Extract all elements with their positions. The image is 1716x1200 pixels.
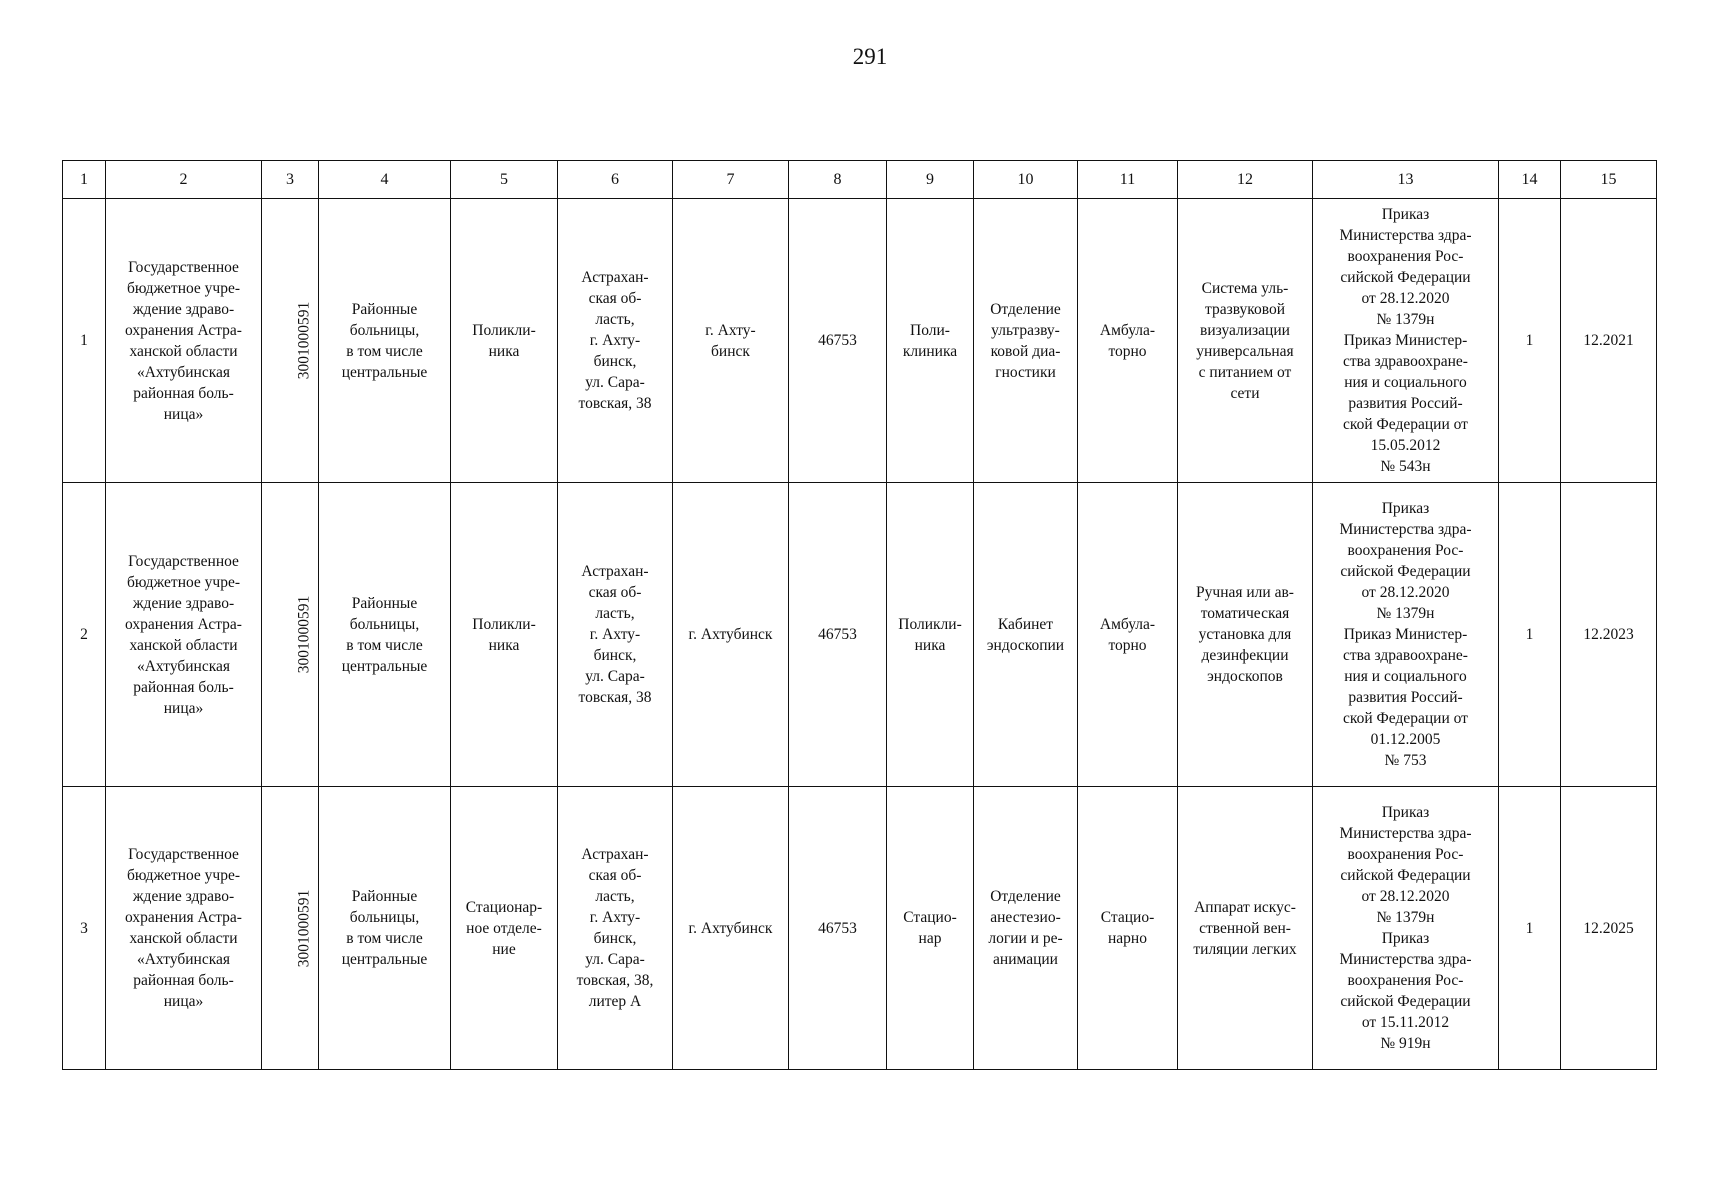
code-cell: 3001000591 — [262, 483, 319, 787]
table-row — [63, 199, 1657, 483]
row-number: 3 — [63, 787, 106, 1070]
order-cell: Приказ Министерства здра- воохранения Рос- сийской Федерации от 28.12.2020 № 1379н Приказ Министер- ства здравоохране- ния и социального развития Россий- ской Федерации от 01.12.2005 № 753 — [1313, 483, 1499, 787]
date-cell: 12.2023 — [1561, 483, 1657, 787]
table-header-row — [63, 161, 1657, 199]
column-header: 14 — [1499, 161, 1561, 199]
order-cell: Приказ Министерства здра- воохранения Рос- сийской Федерации от 28.12.2020 № 1379н Приказ Министерства здра- воохранения Рос- сийской Федерации от 15.11.2012 № 919н — [1313, 787, 1499, 1070]
care-form-cell: Стацио- нарно — [1078, 787, 1178, 1070]
code-cell: 3001000591 — [262, 199, 319, 483]
unit-type-cell: Поли- клиника — [887, 199, 974, 483]
column-header: 4 — [319, 161, 451, 199]
organization-cell: Государственное бюджетное учре- ждение здраво- охранения Астра- ханской области «Ахтубинская районная боль- ница» — [106, 787, 262, 1070]
city-cell: г. Ахтубинск — [673, 787, 789, 1070]
column-header: 10 — [974, 161, 1078, 199]
organization-cell: Государственное бюджетное учре- ждение здраво- охранения Астра- ханской области «Ахтубинская районная боль- ница» — [106, 483, 262, 787]
equipment-cell: Ручная или ав- томатическая установка для дезинфекции эндоскопов — [1178, 483, 1313, 787]
hospital-type-cell: Районные больницы, в том числе центральные — [319, 483, 451, 787]
quantity-cell: 1 — [1499, 483, 1561, 787]
code-cell: 3001000591 — [262, 787, 319, 1070]
date-cell: 12.2025 — [1561, 787, 1657, 1070]
column-header: 7 — [673, 161, 789, 199]
column-header: 15 — [1561, 161, 1657, 199]
equipment-cell: Аппарат искус- ственной вен- тиляции легких — [1178, 787, 1313, 1070]
care-form-cell: Амбула- торно — [1078, 199, 1178, 483]
address-cell: Астрахан- ская об- ласть, г. Ахту- бинск, ул. Сара- товская, 38, литер А — [558, 787, 673, 1070]
oktmo-cell: 46753 — [789, 787, 887, 1070]
department-cell: Кабинет эндоскопии — [974, 483, 1078, 787]
equipment-cell: Система уль- тразвуковой визуализации универсальная с питанием от сети — [1178, 199, 1313, 483]
row-number: 2 — [63, 483, 106, 787]
column-header: 8 — [789, 161, 887, 199]
column-header: 1 — [63, 161, 106, 199]
column-header: 11 — [1078, 161, 1178, 199]
organization-cell: Государственное бюджетное учре- ждение здраво- охранения Астра- ханской области «Ахтубинская районная боль- ница» — [106, 199, 262, 483]
quantity-cell: 1 — [1499, 199, 1561, 483]
row-number: 1 — [63, 199, 106, 483]
date-cell: 12.2021 — [1561, 199, 1657, 483]
city-cell: г. Ахту- бинск — [673, 199, 789, 483]
column-header: 2 — [106, 161, 262, 199]
quantity-cell: 1 — [1499, 787, 1561, 1070]
division-cell: Стационар- ное отделе- ние — [451, 787, 558, 1070]
column-header: 6 — [558, 161, 673, 199]
column-header: 5 — [451, 161, 558, 199]
page-number: 291 — [852, 44, 888, 69]
table-row — [63, 483, 1657, 787]
table-row — [63, 787, 1657, 1070]
department-cell: Отделение анестезио- логии и ре- анимации — [974, 787, 1078, 1070]
division-cell: Поликли- ника — [451, 199, 558, 483]
hospital-type-cell: Районные больницы, в том числе центральные — [319, 787, 451, 1070]
city-cell: г. Ахтубинск — [673, 483, 789, 787]
equipment-table — [62, 160, 1657, 1070]
column-header: 13 — [1313, 161, 1499, 199]
department-cell: Отделение ультразву- ковой диа- гностики — [974, 199, 1078, 483]
address-cell: Астрахан- ская об- ласть, г. Ахту- бинск, ул. Сара- товская, 38 — [558, 483, 673, 787]
division-cell: Поликли- ника — [451, 483, 558, 787]
unit-type-cell: Поликли- ника — [887, 483, 974, 787]
column-header: 3 — [262, 161, 319, 199]
order-cell: Приказ Министерства здра- воохранения Рос- сийской Федерации от 28.12.2020 № 1379н Приказ Министер- ства здравоохране- ния и социального развития Россий- ской Федерации от 15.05.2012 № 543н — [1313, 199, 1499, 483]
column-header: 9 — [887, 161, 974, 199]
column-header: 12 — [1178, 161, 1313, 199]
oktmo-cell: 46753 — [789, 199, 887, 483]
unit-type-cell: Стацио- нар — [887, 787, 974, 1070]
hospital-type-cell: Районные больницы, в том числе центральные — [319, 199, 451, 483]
care-form-cell: Амбула- торно — [1078, 483, 1178, 787]
oktmo-cell: 46753 — [789, 483, 887, 787]
address-cell: Астрахан- ская об- ласть, г. Ахту- бинск, ул. Сара- товская, 38 — [558, 199, 673, 483]
